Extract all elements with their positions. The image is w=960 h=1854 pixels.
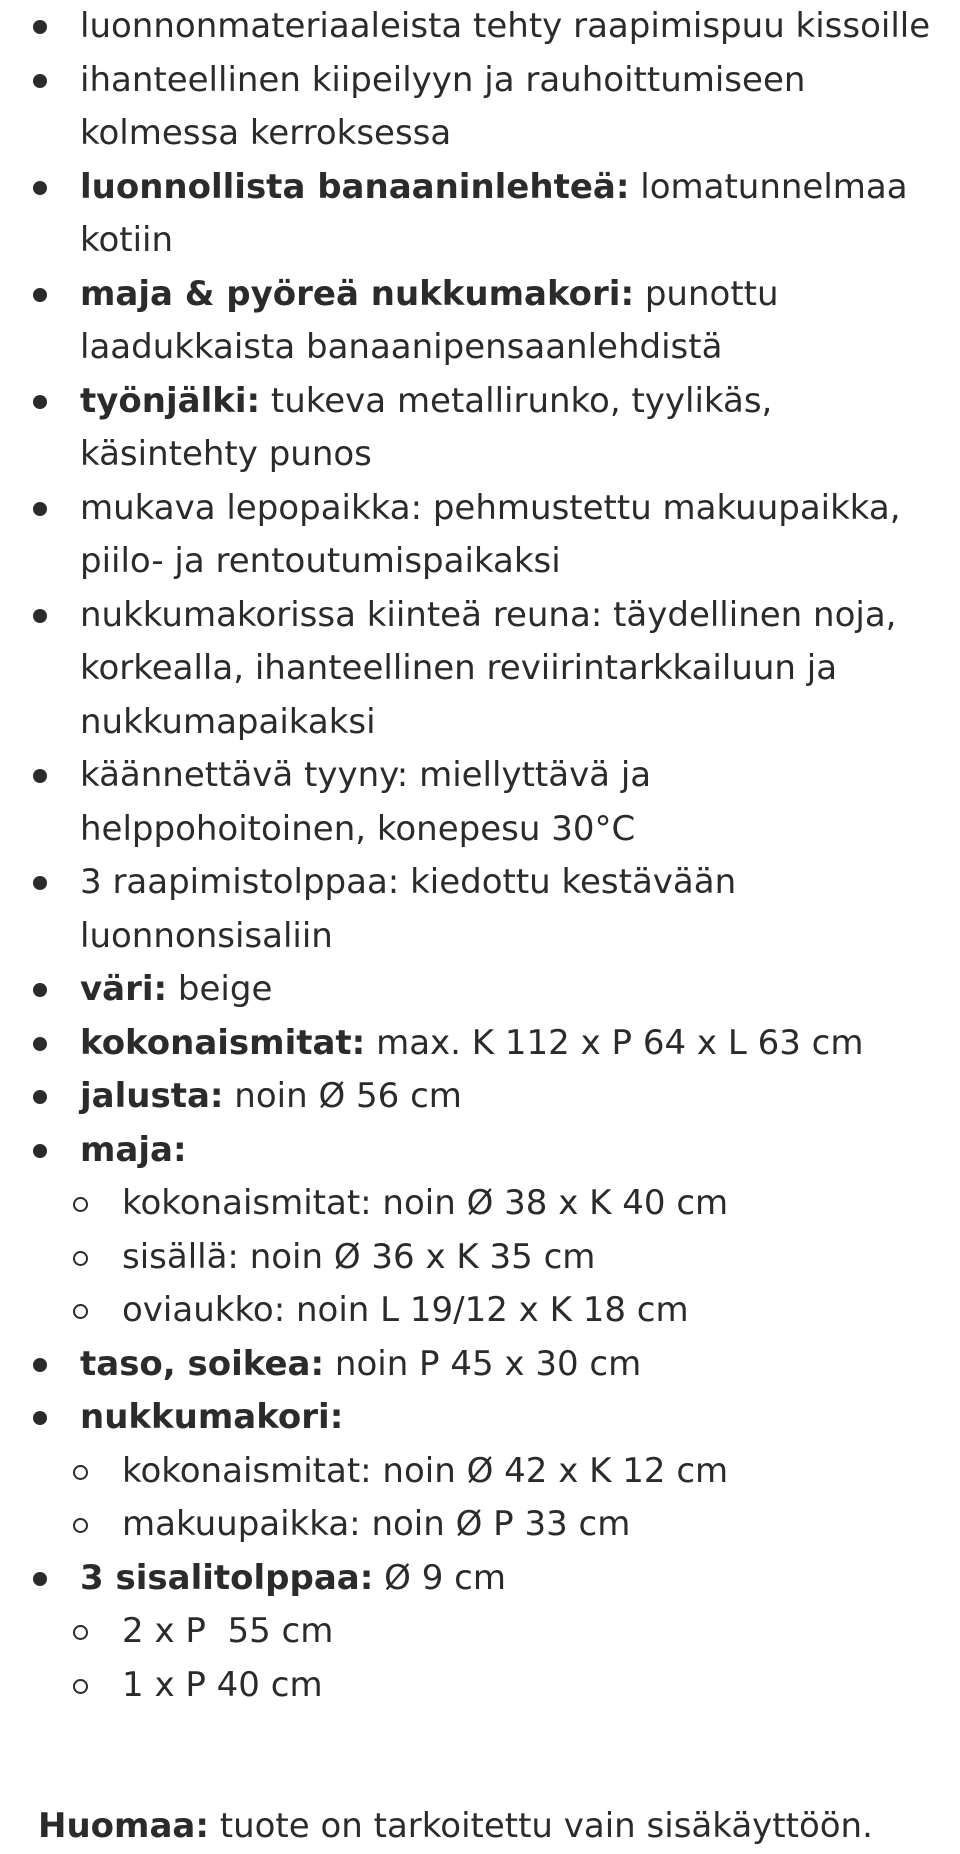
circle-bullet-icon bbox=[73, 1679, 88, 1694]
item-text: mukava lepopaikka: pehmustettu makuupaikka, piilo- ja rentoutumispaikaksi bbox=[80, 487, 901, 581]
item-text: noin Ø 56 cm bbox=[223, 1076, 462, 1116]
sub-item-text: 2 x P 55 cm bbox=[122, 1611, 334, 1651]
item-text: max. K 112 x P 64 x L 63 cm bbox=[365, 1022, 864, 1063]
item-text: punottu laadukkaista banaanipensaanlehdistä bbox=[80, 273, 779, 367]
bullet-icon bbox=[33, 609, 47, 623]
bullet-icon bbox=[33, 1144, 47, 1158]
circle-bullet-icon bbox=[73, 1625, 88, 1640]
item-text: Ø 9 cm bbox=[373, 1557, 506, 1598]
sub-list-item bbox=[80, 1659, 940, 1713]
bullet-icon bbox=[33, 1572, 47, 1586]
list-item bbox=[0, 589, 940, 750]
sub-list-sisalitolppaa bbox=[80, 1605, 940, 1712]
item-label: taso, soikea: bbox=[80, 1343, 325, 1384]
circle-bullet-icon bbox=[73, 1197, 88, 1212]
list-item bbox=[0, 54, 940, 161]
bullet-icon bbox=[33, 1358, 47, 1372]
list-item bbox=[0, 1070, 940, 1124]
item-label: maja & pyöreä nukkumakori: bbox=[80, 273, 635, 314]
sub-list-nukkumakori bbox=[80, 1445, 940, 1552]
sub-item-text: makuupaikka: noin Ø P 33 cm bbox=[122, 1504, 631, 1544]
note-text: tuote on tarkoitettu vain sisäkäyttöön. bbox=[208, 1806, 873, 1846]
list-item bbox=[0, 0, 940, 54]
item-text: lomatunnelmaa kotiin bbox=[80, 166, 908, 260]
bullet-icon bbox=[33, 181, 47, 195]
sub-item-text: kokonaismitat: noin Ø 38 x K 40 cm bbox=[122, 1183, 729, 1223]
list-item bbox=[0, 1552, 940, 1713]
item-label: maja: bbox=[80, 1129, 187, 1170]
sub-list-item bbox=[80, 1445, 940, 1499]
item-text: luonnonmateriaaleista tehty raapimispuu kissoille bbox=[80, 6, 931, 46]
circle-bullet-icon bbox=[73, 1304, 88, 1319]
sub-list-item bbox=[80, 1177, 940, 1231]
circle-bullet-icon bbox=[73, 1518, 88, 1533]
item-text: tukeva metallirunko, tyylikäs, käsintehty punos bbox=[80, 380, 773, 474]
item-label: 3 sisalitolppaa: bbox=[80, 1557, 374, 1598]
list-item bbox=[0, 482, 940, 589]
bullet-icon bbox=[33, 769, 47, 783]
list-item bbox=[0, 161, 940, 268]
item-label: työnjälki: bbox=[80, 380, 261, 421]
item-text: käännettävä tyyny: miellyttävä ja helppohoitoinen, konepesu 30°C bbox=[80, 755, 652, 849]
list-item bbox=[0, 1338, 940, 1392]
item-text: 3 raapimistolppaa: kiedottu kestävään luonnonsisaliin bbox=[80, 862, 737, 956]
list-item bbox=[0, 1391, 940, 1552]
item-text: ihanteellinen kiipeilyyn ja rauhoittumiseen kolmessa kerroksessa bbox=[80, 59, 806, 153]
list-item bbox=[0, 375, 940, 482]
sub-item-text: kokonaismitat: noin Ø 42 x K 12 cm bbox=[122, 1450, 729, 1491]
list-item bbox=[0, 963, 940, 1017]
item-label: jalusta: bbox=[80, 1076, 224, 1116]
list-item bbox=[0, 1124, 940, 1338]
bullet-icon bbox=[33, 502, 47, 516]
item-text: noin P 45 x 30 cm bbox=[324, 1343, 642, 1384]
sub-item-text: sisällä: noin Ø 36 x K 35 cm bbox=[122, 1236, 596, 1277]
note-label: Huomaa: bbox=[38, 1806, 209, 1846]
bullet-icon bbox=[33, 1037, 47, 1051]
bullet-icon bbox=[33, 74, 47, 88]
list-item bbox=[0, 268, 940, 375]
sub-list-item bbox=[80, 1231, 940, 1285]
circle-bullet-icon bbox=[73, 1251, 88, 1266]
bullet-icon bbox=[33, 395, 47, 409]
item-label: kokonaismitat: bbox=[80, 1022, 366, 1063]
bullet-icon bbox=[33, 288, 47, 302]
item-text: beige bbox=[167, 969, 273, 1009]
list-item bbox=[0, 749, 940, 856]
item-label: nukkumakori: bbox=[80, 1397, 344, 1437]
bullet-icon bbox=[33, 876, 47, 890]
circle-bullet-icon bbox=[73, 1465, 88, 1480]
sub-item-text: 1 x P 40 cm bbox=[122, 1664, 323, 1705]
sub-list-item bbox=[80, 1284, 940, 1338]
item-text: nukkumakorissa kiinteä reuna: täydellinen noja, korkealla, ihanteellinen reviirintarkkailuun ja nukkumapaikaksi bbox=[80, 594, 897, 742]
sub-item-text: oviaukko: noin L 19/12 x K 18 cm bbox=[122, 1290, 689, 1330]
sub-list-maja bbox=[80, 1177, 940, 1338]
list-item bbox=[0, 856, 940, 963]
list-item bbox=[0, 1017, 940, 1071]
sub-list-item bbox=[80, 1498, 940, 1552]
item-label: luonnollista banaaninlehteä: bbox=[80, 166, 630, 207]
bullet-icon bbox=[33, 1090, 47, 1104]
sub-list-item bbox=[80, 1605, 940, 1659]
usage-note bbox=[38, 1800, 873, 1854]
bullet-icon bbox=[33, 1411, 47, 1425]
bullet-icon bbox=[33, 20, 47, 34]
item-label: väri: bbox=[80, 969, 168, 1009]
bullet-icon bbox=[33, 983, 47, 997]
